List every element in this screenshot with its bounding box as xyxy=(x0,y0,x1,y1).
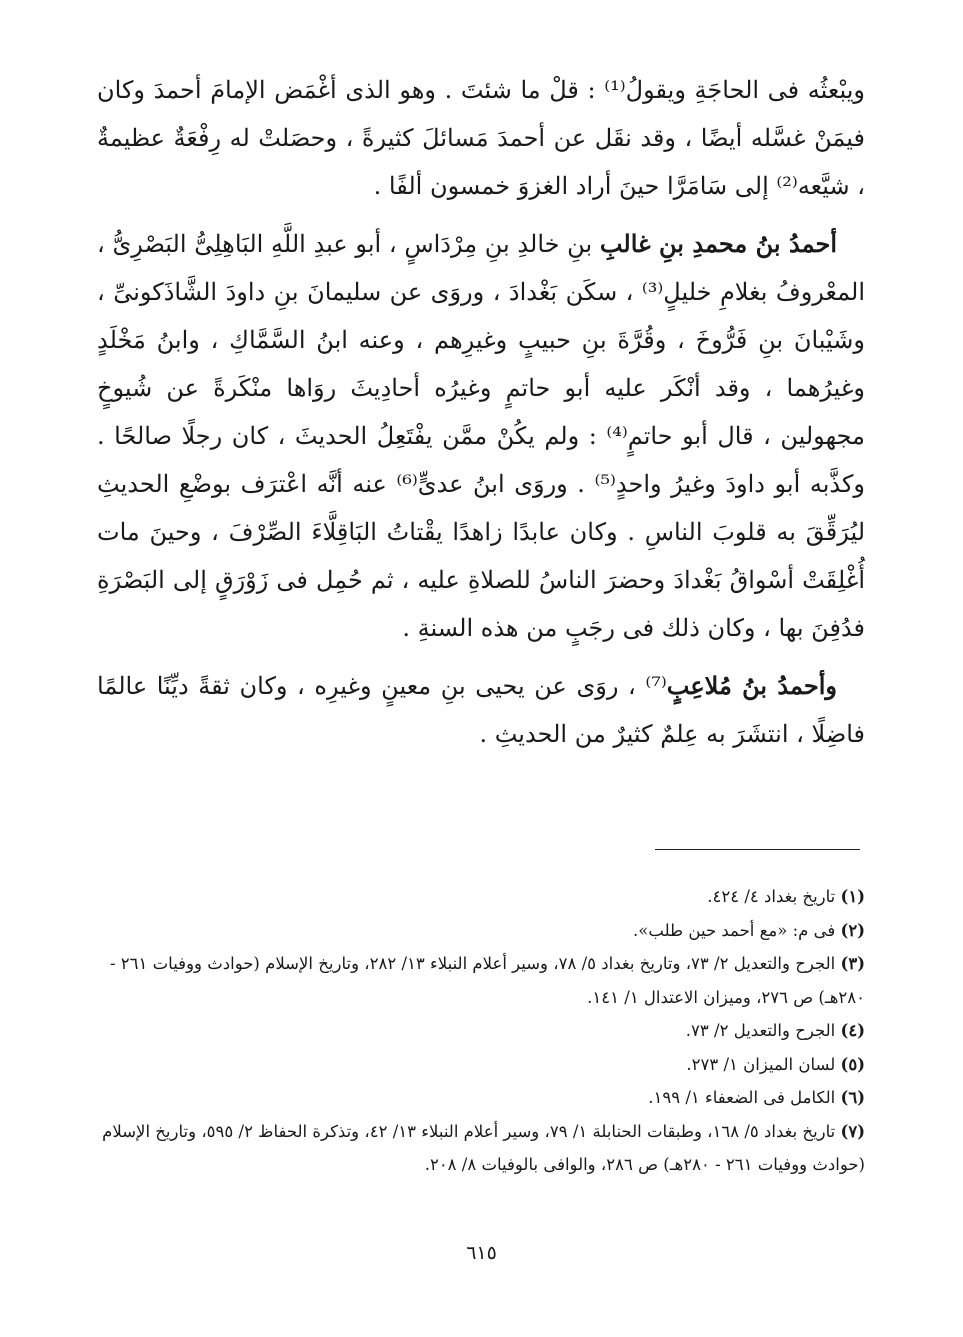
paragraph-entry-ghulam-khalil xyxy=(97,220,865,652)
entry-name: أحمدُ بنُ محمدِ بنِ غالبِ xyxy=(599,229,837,258)
paragraph-text: ⁽⁷⁾ ، روَى عن يحيى بنِ معينٍ وغيرِه ، وكان ثقةً ديِّنًا عالمًا فاضِلًا ، انتشَرَ به عِلمٌ كثيرٌ من الحديثِ . xyxy=(97,672,865,748)
main-text xyxy=(97,66,865,758)
footnote-text: الكامل فى الضعفاء ١/ ١٩٩. xyxy=(648,1088,836,1107)
footnote xyxy=(97,1048,865,1082)
footnote-text: تاريخ بغداد ٥/ ١٦٨، وطبقات الحنابلة ١/ ٧٩، وسير أعلام النبلاء ١٣/ ٤٢، وتذكرة الحفاظ ٢/ ٥٩٥، وتاريخ الإسلام (حوادث ووفيات ٢٦١ - ٢٨٠هـ) ص ٢٨٦، والوافى بالوفيات ٨/ ٢٠٨. xyxy=(102,1121,865,1174)
footnote xyxy=(97,1081,865,1115)
footnote-text: لسان الميزان ١/ ٢٧٣. xyxy=(686,1054,836,1074)
footnote-number: (٢) xyxy=(840,920,865,940)
paragraph-text: بنِ خالدِ بنِ مِرْدَاسٍ ، أبو عبدِ اللَّهِ البَاهِلِىُّ البَصْرِىُّ ، المعْروفُ بغلامِ خليلٍ⁽³⁾ ، سكَن بَغْدادَ ، وروَى عن سليمانَ بنِ داودَ الشَّاذَكونىِّ ، وشَيْبانَ بنِ فَرُّوخَ ، وقُرَّةَ بنِ حبيبٍ وغيرِهم ، وعنه ابنُ السَّمَّاكِ ، وابنُ مَخْلَدٍ وغيرُهما ، وقد أنْكَر عليه أبو حاتمٍ وغيرُه أحادِيثَ روَاها منْكَرةً عن شُيوخٍ مجهولين ، قال أبو حاتمٍ⁽⁴⁾ : ولم يكُنْ ممَّن يفْتَعِلُ الحديثَ ، كان رجلًا صالحًا . وكذَّبه أبو داودَ وغيرُ واحدٍ⁽⁵⁾ . وروَى ابنُ عدىٍّ⁽⁶⁾ عنه أنَّه اعْترَف بوضْعِ الحديثِ ليُرَقِّقَ به قلوبَ الناسِ . وكان عابدًا زاهدًا يقْتاتُ البَاقِلَّاءَ الصِّرْفَ ، وحينَ مات أُغْلِقَتْ أسْواقُ بَغْدادَ وحضرَ الناسُ للصلاةِ عليه ، ثم حُمِل فى زَوْرَقٍ إلى البَصْرَةِ فدُفِنَ بها ، وكان ذلك فى رجَبٍ من هذه السنةِ . xyxy=(97,230,865,642)
footnote xyxy=(97,1115,865,1182)
footnote-number: (٣) xyxy=(840,954,865,973)
entry-name: وأحمدُ بنُ مُلاعِبٍ xyxy=(666,671,837,700)
footnotes xyxy=(97,880,865,1182)
footnote-number: (١) xyxy=(840,887,865,906)
footnote xyxy=(97,1014,865,1048)
footnote-number: (٧) xyxy=(840,1121,865,1141)
footnote-divider xyxy=(655,849,860,850)
footnote xyxy=(97,914,865,948)
paragraph-continuation xyxy=(97,66,865,210)
footnote xyxy=(97,880,865,914)
page-number: ٦١٥ xyxy=(466,1242,497,1264)
footnote xyxy=(97,947,865,1014)
footnote-text: الجرح والتعديل ٢/ ٧٣، وتاريخ بغداد ٥/ ٧٨، وسير أعلام النبلاء ١٣/ ٢٨٢، وتاريخ الإسلام (حوادث ووفيات ٢٦١ - ٢٨٠هـ) ص ٢٧٦، وميزان الاعتدال ١/ ١٤١. xyxy=(109,954,865,1007)
footnote-number: (٦) xyxy=(840,1088,865,1107)
footnote-number: (٥) xyxy=(840,1054,865,1074)
paragraph-text: ويبْعثُه فى الحاجَةِ ويقولُ⁽¹⁾ : قلْ ما شئتَ . وهو الذى أغْمَض الإمامَ أحمدَ وكان فيمَنْ غسَّله أيضًا ، وقد نقَل عن أحمدَ مَسائلَ كثيرةً ، وحصَلتْ له رِفْعَةٌ عظيمةٌ ، شيَّعه⁽²⁾ إلى سَامَرَّا حينَ أراد الغزوَ خمسون ألفًا . xyxy=(97,76,865,200)
footnote-text: فى م: «مع أحمد حين طلب». xyxy=(633,920,836,940)
footnote-text: الجرح والتعديل ٢/ ٧٣. xyxy=(685,1021,836,1040)
footnote-text: تاريخ بغداد ٤/ ٤٢٤. xyxy=(707,887,836,906)
footnote-number: (٤) xyxy=(840,1021,865,1040)
paragraph-entry-ibn-mulaib xyxy=(97,662,865,758)
